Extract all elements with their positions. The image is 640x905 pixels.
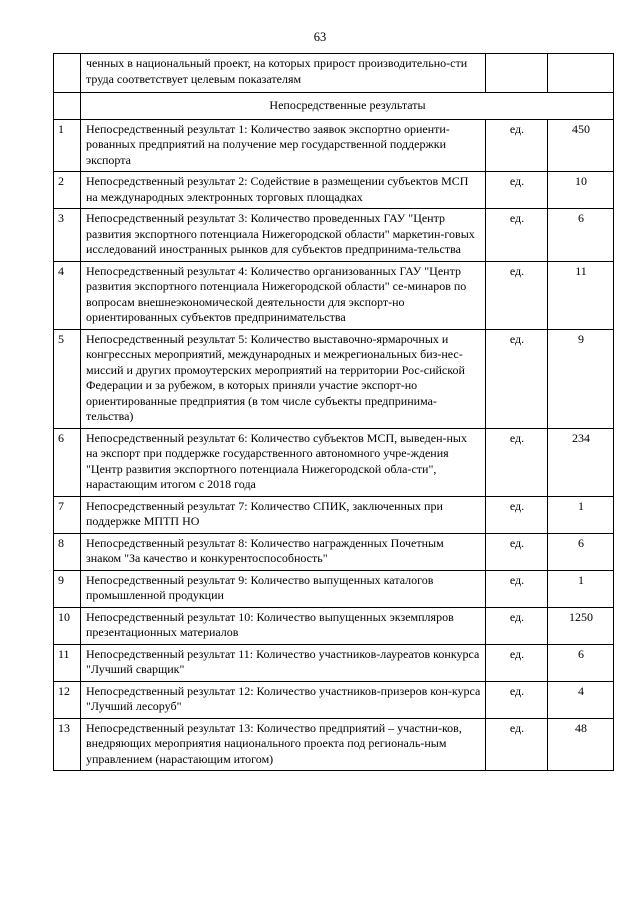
result-row xyxy=(54,172,614,209)
row-value: 1250 xyxy=(548,607,614,644)
row-description: Непосредственный результат 5: Количество выставочно-ярмарочных и конгрессных мероприятий, международных и межрегиональных биз-нес-миссий и других промоутерских мероприятий на территории Рос-сийской Федерации и за рубежом, в которых приняли участие экспорт-но ориентированные предприятия (в том числе субъекты предпринима-тельства) xyxy=(81,329,486,428)
row-value: 11 xyxy=(548,261,614,329)
row-number: 8 xyxy=(54,533,81,570)
result-row xyxy=(54,607,614,644)
row-unit: ед. xyxy=(486,496,548,533)
row-description: Непосредственный результат 4: Количество организованных ГАУ "Центр развития экспортного потенциала Нижегородской области" се-минаров по вопросам внешнеэкономической деятельности для экспорт-но ориентированных субъектов предпринимательства xyxy=(81,261,486,329)
row-unit: ед. xyxy=(486,607,548,644)
row-unit: ед. xyxy=(486,570,548,607)
row-number-cell xyxy=(54,54,81,93)
row-unit: ед. xyxy=(486,428,548,496)
page-number: 63 xyxy=(313,30,327,44)
result-row xyxy=(54,570,614,607)
row-description: Непосредственный результат 9: Количество выпущенных каталогов промышленной продукции xyxy=(81,570,486,607)
row-unit: ед. xyxy=(486,644,548,681)
result-row xyxy=(54,261,614,329)
result-row xyxy=(54,428,614,496)
row-description: Непосредственный результат 6: Количество субъектов МСП, выведен-ных на экспорт при поддержке государственного автономного учре-ждения "Центр развития экспортного потенциала Нижегородской обла-сти", нарастающим итогом с 2018 года xyxy=(81,428,486,496)
row-unit: ед. xyxy=(486,718,548,771)
row-number: 11 xyxy=(54,644,81,681)
row-description: Непосредственный результат 1: Количество заявок экспортно ориенти-рованных предприятий на получение мер государственной поддержки экспорта xyxy=(81,119,486,172)
row-unit: ед. xyxy=(486,533,548,570)
row-description: Непосредственный результат 13: Количество предприятий – участни-ков, внедряющих мероприятия национального проекта под региональ-ным управлением (нарастающим итогом) xyxy=(81,718,486,771)
row-number: 1 xyxy=(54,119,81,172)
row-number: 7 xyxy=(54,496,81,533)
row-description: ченных в национальный проект, на которых прирост производительно-сти труда соответствует целевым показателям xyxy=(81,54,486,93)
row-description: Непосредственный результат 8: Количество награжденных Почетным знаком "За качество и конкурентоспособность" xyxy=(81,533,486,570)
row-number-cell xyxy=(54,93,81,120)
row-number: 4 xyxy=(54,261,81,329)
continuation-row xyxy=(54,54,614,93)
row-description: Непосредственный результат 10: Количество выпущенных экземпляров презентационных материалов xyxy=(81,607,486,644)
result-row xyxy=(54,681,614,718)
section-title: Непосредственные результаты xyxy=(81,93,614,120)
row-value: 6 xyxy=(548,209,614,262)
row-value: 450 xyxy=(548,119,614,172)
row-number: 9 xyxy=(54,570,81,607)
result-row xyxy=(54,496,614,533)
row-number: 6 xyxy=(54,428,81,496)
row-value: 1 xyxy=(548,496,614,533)
row-number: 10 xyxy=(54,607,81,644)
result-row xyxy=(54,209,614,262)
row-number: 5 xyxy=(54,329,81,428)
row-value: 10 xyxy=(548,172,614,209)
row-value: 4 xyxy=(548,681,614,718)
results-table xyxy=(53,53,614,771)
row-number: 2 xyxy=(54,172,81,209)
row-unit: ед. xyxy=(486,681,548,718)
row-description: Непосредственный результат 7: Количество СПИК, заключенных при поддержке МПТП НО xyxy=(81,496,486,533)
row-description: Непосредственный результат 11: Количество участников-лауреатов конкурса "Лучший сварщик" xyxy=(81,644,486,681)
row-unit: ед. xyxy=(486,119,548,172)
row-description: Непосредственный результат 3: Количество проведенных ГАУ "Центр развития экспортного потенциала Нижегородской области" маркетин-говых исследований иностранных рынков для субъектов предпринима-тельства xyxy=(81,209,486,262)
row-number: 12 xyxy=(54,681,81,718)
row-unit: ед. xyxy=(486,209,548,262)
row-description: Непосредственный результат 2: Содействие в размещении субъектов МСП на международных электронных торговых площадках xyxy=(81,172,486,209)
result-row xyxy=(54,533,614,570)
row-value: 6 xyxy=(548,644,614,681)
result-row xyxy=(54,329,614,428)
result-row xyxy=(54,644,614,681)
row-unit: ед. xyxy=(486,329,548,428)
row-value xyxy=(548,54,614,93)
row-value: 9 xyxy=(548,329,614,428)
result-row xyxy=(54,119,614,172)
row-value: 6 xyxy=(548,533,614,570)
row-number: 3 xyxy=(54,209,81,262)
row-value: 1 xyxy=(548,570,614,607)
row-unit: ед. xyxy=(486,172,548,209)
row-value: 48 xyxy=(548,718,614,771)
row-unit: ед. xyxy=(486,261,548,329)
row-description: Непосредственный результат 12: Количество участников-призеров кон-курса "Лучший лесоруб" xyxy=(81,681,486,718)
row-unit xyxy=(486,54,548,93)
result-row xyxy=(54,718,614,771)
section-header-row xyxy=(54,93,614,120)
row-value: 234 xyxy=(548,428,614,496)
row-number: 13 xyxy=(54,718,81,771)
